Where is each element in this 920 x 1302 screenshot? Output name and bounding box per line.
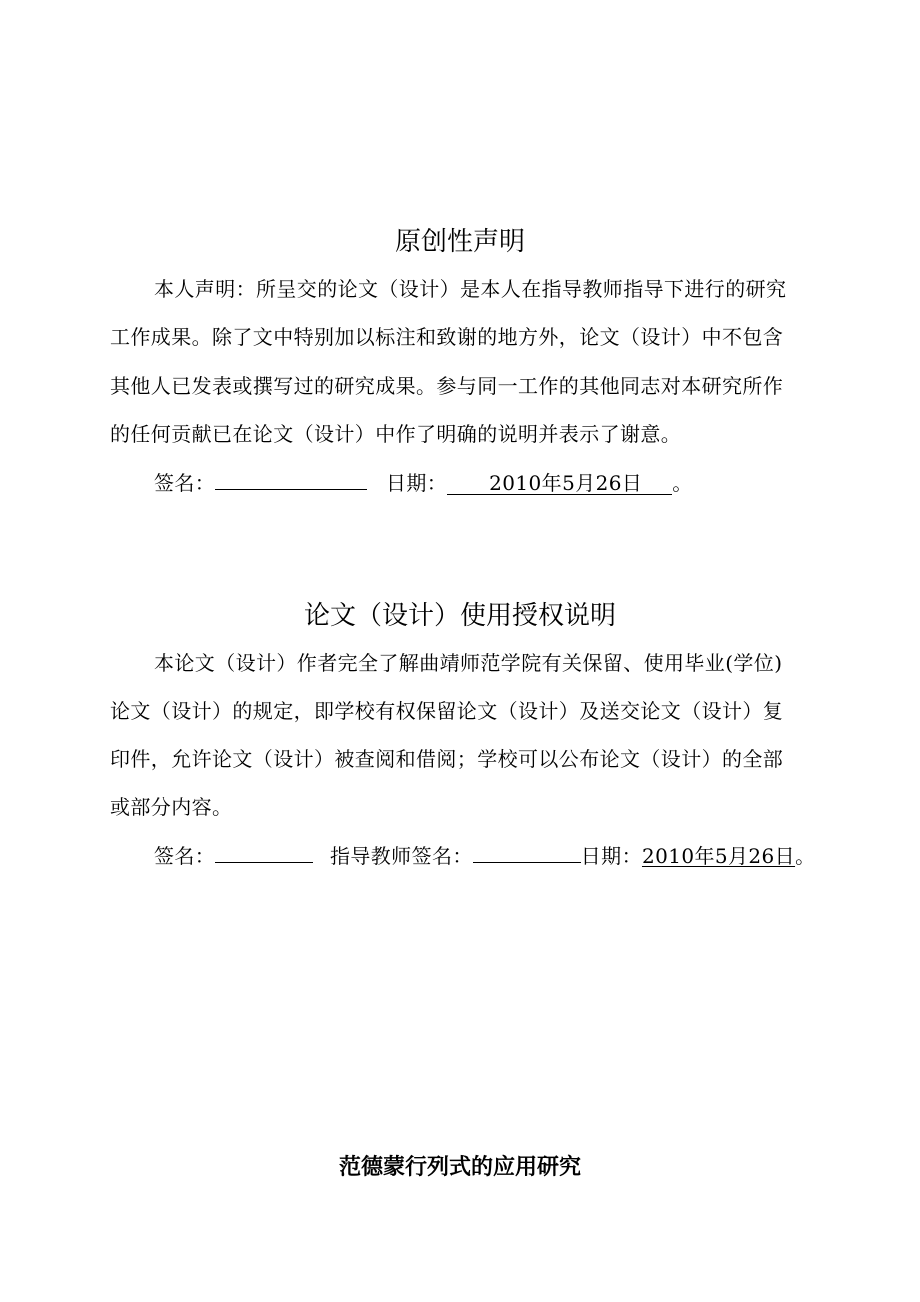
originality-date-value: 2010年5月26日 [447,472,672,495]
advisor-signature-blank[interactable] [473,842,581,863]
authorization-line-1: 本论文（设计）作者完全了解曲靖师范学院有关保留、使用毕业(学位) [154,651,783,675]
originality-line-1: 本人声明：所呈交的论文（设计）是本人在指导教师指导下进行的研究 [154,277,787,301]
originality-end-mark: 。 [672,471,693,495]
originality-line-4: 的任何贡献已在论文（设计）中作了明确的说明并表示了谢意。 [110,422,682,446]
originality-line-2: 工作成果。除了文中特别加以标注和致谢的地方外，论文（设计）中不包含 [110,325,784,349]
originality-date-label: 日期： [385,471,448,495]
authorization-line-2: 论文（设计）的规定，即学校有权保留论文（设计）及送交论文（设计）复 [110,699,784,723]
authorization-date-value: 2010年5月26日 [641,844,796,868]
advisor-sign-label: 指导教师签名： [329,844,473,868]
originality-signature-blank[interactable] [215,469,367,490]
originality-line-3: 其他人已发表或撰写过的研究成果。参与同一工作的其他同志对本研究所作 [110,374,784,398]
originality-sign-label: 签名： [154,471,216,495]
authorization-date-label: 日期： [580,844,642,868]
authorization-end-mark: 。 [795,844,816,868]
originality-signature-row [154,469,815,496]
originality-title: 原创性声明 [394,227,525,257]
authorization-line-4: 或部分内容。 [110,795,233,819]
thesis-title: 范德蒙行列式的应用研究 [338,1155,581,1180]
authorization-signature-row [154,842,815,869]
author-signature-blank[interactable] [215,842,313,863]
authorization-sign-label: 签名： [154,844,216,868]
authorization-line-3: 印件，允许论文（设计）被查阅和借阅；学校可以公布论文（设计）的全部 [110,747,784,771]
authorization-title: 论文（设计）使用授权说明 [303,601,616,631]
